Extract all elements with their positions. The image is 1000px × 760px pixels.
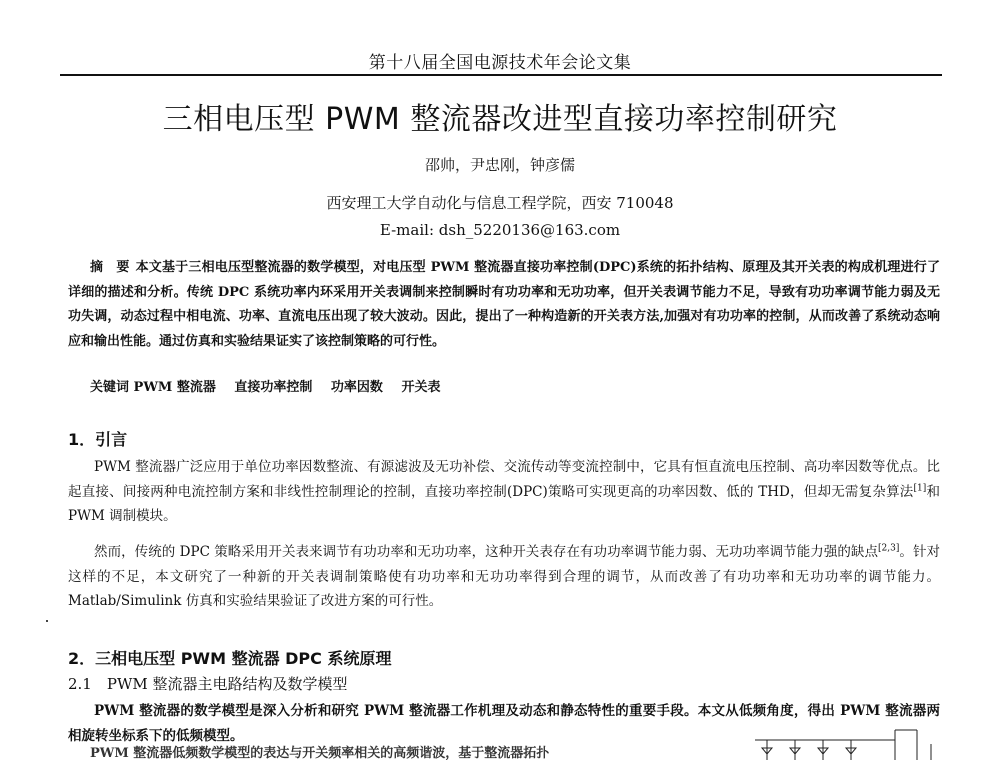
running-head-rule — [60, 74, 942, 76]
keywords — [90, 376, 940, 395]
section-heading: 1．引言 — [68, 430, 128, 449]
email: E-mail: dsh_5220136@163.com — [379, 221, 621, 239]
keyword: 功率因数 — [330, 380, 383, 395]
keyword: 开关表 — [401, 380, 441, 395]
paper-title: 三相电压型 PWM 整流器改进型直接功率控制研究 — [162, 102, 838, 137]
abstract-text: 本文基于三相电压型整流器的数学模型，对电压型 PWM 整流器直接功率控制(DPC)系统的拓扑结构、原理及其开关表的构成机理进行了详细的描述和分析。传统 DPC 系统功率内环采用开关表调制来控制瞬时有功功率和无功功率，但开关表调节能力不足，导致有功功率调节能力弱及无功失调，动态过程中相电流、功率、直流电压出现了较大波动。因此，提出了一种构造新的开关表方法,加强对有功功率的控制，从而改善了系统动态响应和输出性能。通过仿真和实验结果证实了该控制策略的可行性。 — [68, 260, 940, 349]
affiliation: 西安理工大学自动化与信息工程学院，西安 710048 — [326, 194, 674, 212]
paragraph-text: 和 PWM 调制模块。 — [68, 483, 940, 524]
abstract-label: 摘 要 — [90, 260, 130, 275]
keywords-label: 关键词 — [90, 380, 130, 395]
citation: [1] — [913, 483, 927, 493]
paragraph-text: 然而，传统的 DPC 策略采用开关表来调节有功功率和无功功率，这种开关表存在有功功率调节能力弱、无功功率调节能力强的缺点 — [94, 544, 879, 560]
abstract — [68, 256, 940, 354]
paragraph — [68, 455, 940, 529]
paragraph-text: 。针对这样的不足，本文研究了一种新的开关表调制策略使有功功率和无功功率得到合理的调节，从而改善了有功功率和无功功率的调节能力。Matlab/Simulink 仿真和实验结果验证了改进方案的可行性。 — [68, 544, 940, 609]
subsection-heading: 2.1 PWM 整流器主电路结构及数学模型 — [68, 675, 348, 693]
paragraph-text: PWM 整流器广泛应用于单位功率因数整流、有源滤波及无功补偿、交流传动等变流控制中，它具有恒直流电压控制、高功率因数等优点。比起直接、间接两种电流控制方案和非线性控制理论的控制，直接功率控制(DPC)策略可实现更高的功率因数、低的 THD，但却无需复杂算法 — [68, 459, 940, 500]
keyword: PWM 整流器 — [133, 380, 216, 395]
cutoff-line: PWM 整流器低频数学模型的表达与开关频率相关的高频谐波，基于整流器拓扑 — [90, 746, 550, 760]
section-heading: 2．三相电压型 PWM 整流器 DPC 系统原理 — [68, 649, 392, 668]
running-head: 第十八届全国电源技术年会论文集 — [368, 53, 632, 73]
citation: [2,3] — [878, 543, 900, 554]
stray-mark — [46, 620, 48, 622]
author-list: 邵帅，尹忠刚，钟彦儒 — [424, 156, 575, 174]
paragraph — [68, 540, 940, 614]
paragraph-text: PWM 整流器的数学模型是深入分析和研究 PWM 整流器工作机理及动态和静态特性的重要手段。本文从低频角度，得出 PWM 整流器两相旋转坐标系下的低频模型。 — [68, 703, 940, 744]
keyword: 直接功率控制 — [234, 380, 313, 395]
circuit-diagram — [745, 726, 940, 760]
